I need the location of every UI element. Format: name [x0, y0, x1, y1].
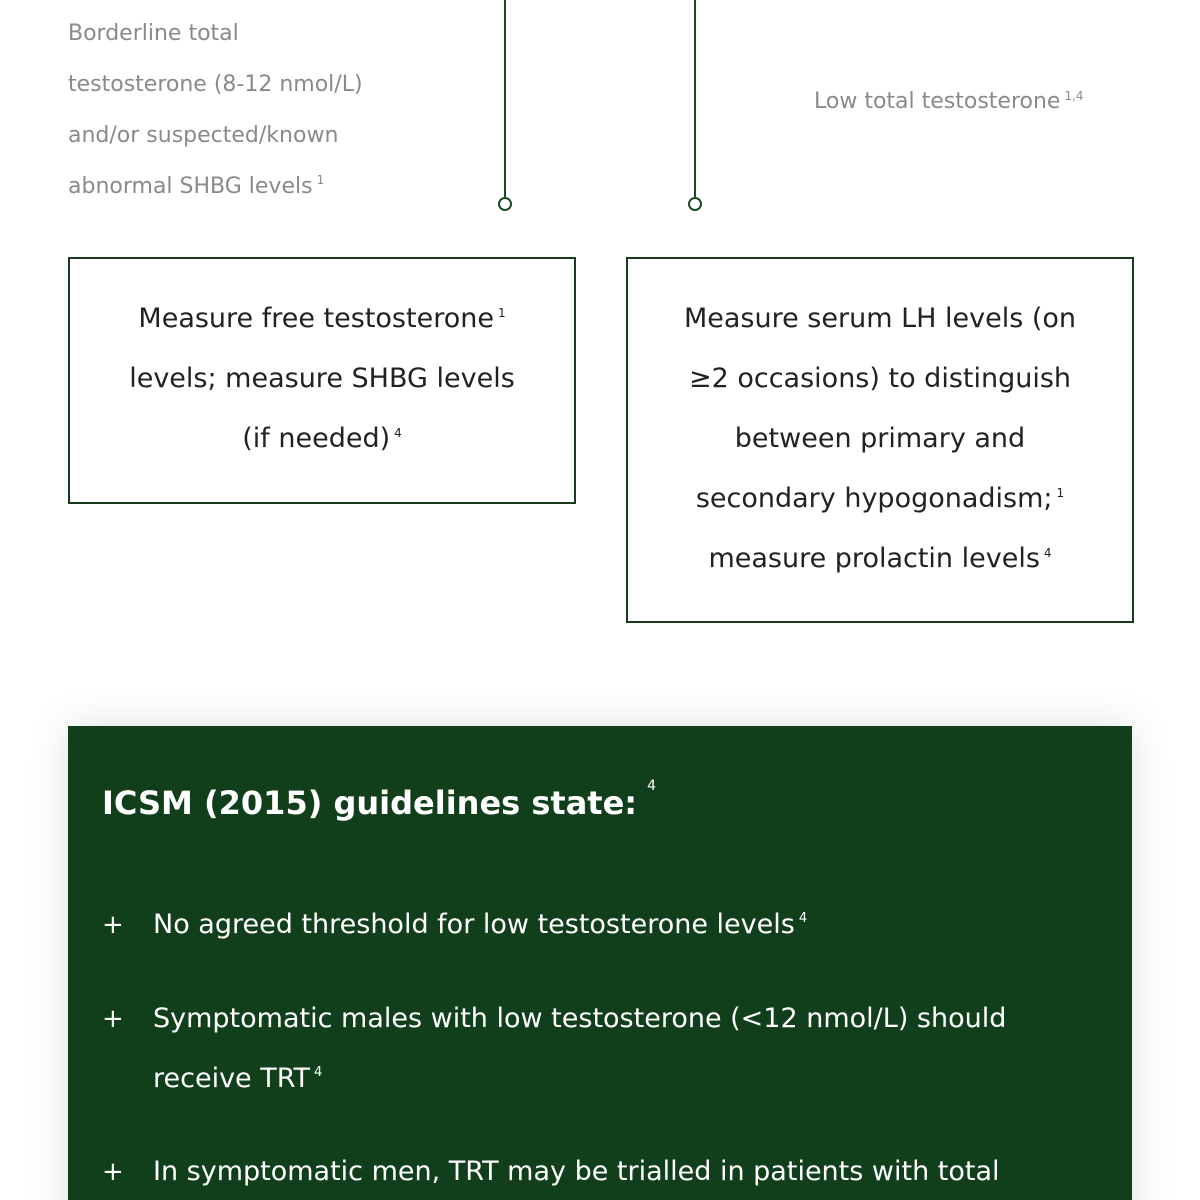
reference-superscript: 1,4 — [1064, 89, 1084, 103]
reference-superscript: 4 — [647, 778, 656, 794]
box-line — [70, 289, 574, 349]
criterion-line: Borderline total — [68, 21, 239, 46]
box-measure-serum-lh — [626, 257, 1134, 623]
reference-superscript: 4 — [314, 1065, 323, 1080]
connector-node-right — [688, 197, 702, 211]
guideline-text — [153, 1142, 1113, 1200]
criterion-low-testosterone — [814, 84, 1144, 120]
guideline-line: In symptomatic men, TRT may be trialled in patients with total — [153, 1156, 1000, 1187]
guidelines-panel — [68, 726, 1132, 1200]
box-measure-free-testosterone — [68, 257, 576, 504]
guideline-line: Symptomatic males with low testosterone (<12 nmol/L) should — [153, 1003, 1007, 1034]
guideline-text — [153, 989, 1113, 1109]
reference-superscript: 4 — [394, 426, 402, 440]
criterion-borderline-testosterone — [68, 8, 468, 212]
guideline-text — [153, 895, 1113, 955]
box-line — [628, 469, 1132, 529]
criterion-line-text: abnormal SHBG levels — [68, 174, 313, 199]
guidelines-title — [102, 778, 656, 822]
box-line-text: measure prolactin levels — [708, 543, 1040, 574]
box-line: ≥2 occasions) to distinguish — [688, 363, 1072, 394]
connector-line-right — [694, 0, 696, 197]
guideline-line-text: No agreed threshold for low testosterone levels — [153, 909, 795, 940]
reference-superscript: 4 — [798, 911, 808, 926]
connector-node-left — [498, 197, 512, 211]
box-line-text: (if needed) — [242, 423, 391, 454]
criterion-line: testosterone (8-12 nmol/L) — [68, 72, 363, 97]
reference-superscript: 4 — [1043, 546, 1052, 560]
criterion-text: Low total testosterone — [814, 89, 1061, 114]
guidelines-title-text: ICSM (2015) guidelines state: — [102, 784, 638, 822]
reference-superscript: 1 — [497, 306, 506, 320]
reference-superscript: 1 — [316, 173, 325, 187]
box-line-text: secondary hypogonadism; — [695, 483, 1053, 514]
guideline-line — [153, 895, 1113, 955]
criterion-line: and/or suspected/known — [68, 123, 339, 148]
plus-icon: + — [102, 1004, 124, 1034]
guideline-line — [153, 1049, 1113, 1109]
reference-superscript: 1 — [1056, 486, 1065, 500]
box-line: Measure serum LH levels (on — [683, 303, 1077, 334]
box-line-text: Measure free testosterone — [138, 303, 494, 334]
box-line: levels; measure SHBG levels — [129, 363, 515, 394]
box-line — [70, 409, 574, 469]
plus-icon: + — [102, 1157, 124, 1187]
guideline-line-text: receive TRT — [153, 1063, 311, 1094]
plus-icon: + — [102, 910, 124, 940]
box-line — [628, 529, 1132, 589]
connector-line-left — [504, 0, 506, 197]
box-line: between primary and — [734, 423, 1026, 454]
criterion-line — [68, 161, 468, 212]
